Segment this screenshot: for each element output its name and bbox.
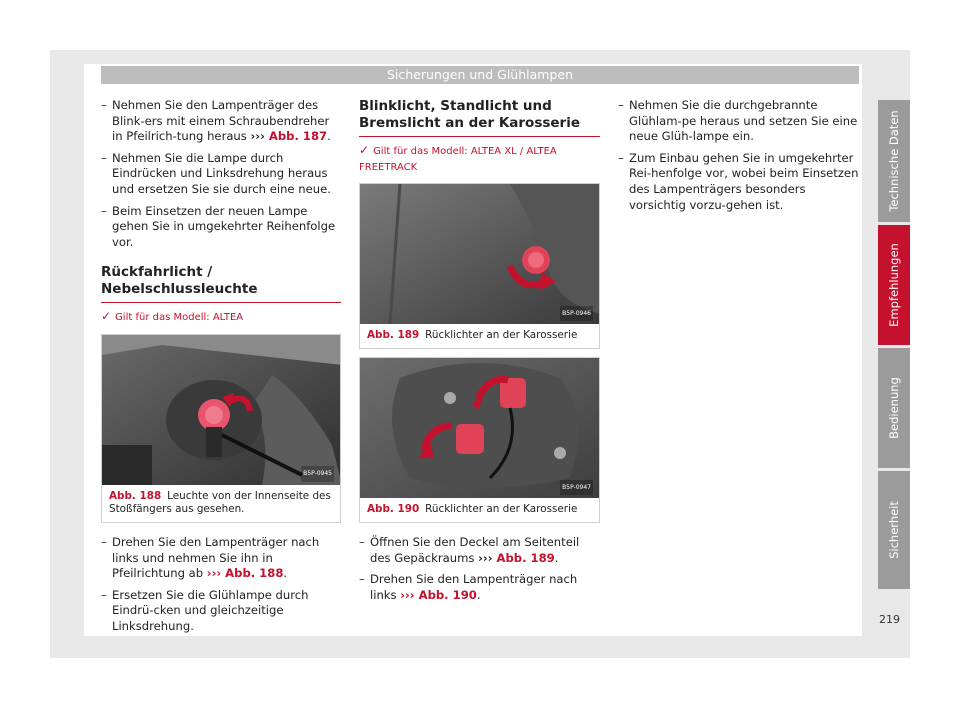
tab-sicherheit[interactable]: Sicherheit — [878, 471, 910, 589]
column-1 — [101, 98, 341, 641]
rear-light-photo: B5P-0945 — [102, 335, 340, 485]
figure-190 — [359, 357, 600, 523]
section-title: Blinklicht, Standlicht und Bremslicht an der Karosserie — [359, 98, 600, 137]
dash-bullet: – — [359, 572, 365, 587]
tab-bedienung[interactable]: Bedienung — [878, 348, 910, 468]
dash-bullet: – — [101, 150, 107, 165]
dash-bullet: – — [359, 535, 365, 550]
reference-arrow: ››› — [400, 587, 419, 602]
reference-arrow: ››› — [206, 566, 226, 581]
instruction-item: – Öffnen Sie den Deckel am Seitenteil des Gepäckraums ››› Abb. 189. — [359, 535, 580, 565]
column-3 — [618, 98, 859, 219]
figure-link[interactable]: Abb. 187 — [268, 129, 328, 144]
tab-empfehlungen[interactable]: Empfehlungen — [878, 225, 910, 345]
reference-arrow: ››› — [478, 550, 497, 565]
figure-188 — [101, 334, 341, 523]
instruction-item: – Zum Einbau gehen Sie in umgekehrter Rei-henfolge vor, wobei beim Einsetzen des Lampenträgers besonders vorsichtig vorzu-gehen ist. — [618, 150, 859, 212]
tab-technische-daten[interactable]: Technische Daten — [878, 100, 910, 222]
model-note: ✓ Gilt für das Modell: ALTEA — [101, 309, 244, 324]
lamp-holders-photo: B5P-0947 — [360, 358, 599, 498]
instruction-item: – Nehmen Sie die Lampe durch Eindrücken und Linksdrehung heraus und ersetzen Sie sie durch eine neue. — [101, 150, 331, 196]
instruction-item: – Ersetzen Sie die Glühlampe durch Eindrü-cken und gleichzeitige Linksdrehung. — [101, 587, 309, 633]
dash-bullet: – — [618, 150, 624, 165]
column-2 — [359, 98, 600, 610]
dash-bullet: – — [618, 98, 624, 112]
dash-bullet: – — [101, 587, 107, 602]
figure-link[interactable]: Abb. 189 — [496, 550, 555, 565]
figure-caption: Abb. 189 Rücklichter an der Karosserie — [367, 329, 578, 342]
body-light-cover-photo: B5P-0946 — [360, 184, 599, 324]
figure-caption: Abb. 188 Leuchte von der Innenseite des Stoßfängers aus gesehen. — [109, 489, 331, 515]
checkmark-icon: ✓ — [359, 143, 370, 157]
figure-caption: Abb. 190 Rücklichter an der Karosserie — [367, 503, 578, 516]
instruction-item: – Beim Einsetzen der neuen Lampe gehen Sie in umgekehrter Reihenfolge vor. — [101, 203, 336, 249]
dash-bullet: – — [101, 203, 107, 218]
dash-bullet: – — [101, 534, 107, 549]
checkmark-icon: ✓ — [101, 309, 112, 324]
instruction-item: – Drehen Sie den Lampenträger nach links ››› Abb. 190. — [359, 572, 578, 602]
instruction-item: – Nehmen Sie die durchgebrannte Glühlam-pe heraus und setzen Sie eine neue Glüh-lampe ein. — [618, 98, 858, 144]
figure-189 — [359, 183, 600, 349]
reference-arrow: ››› — [250, 129, 269, 144]
page-number: 219 — [879, 613, 900, 626]
model-note: ✓ Gilt für das Modell: ALTEA XL / ALTEA FREETRACK — [359, 143, 557, 173]
instruction-item: – Drehen Sie den Lampenträger nach links und nehmen Sie ihn in Pfeilrichtung ab ››› Abb. 188. — [101, 534, 320, 581]
instruction-item: – Nehmen Sie den Lampenträger des Blink-ers mit einem Schraubendreher in Pfeilrich-tung heraus ››› Abb. 187. — [101, 98, 331, 144]
figure-link[interactable]: Abb. 190 — [418, 587, 477, 602]
section-title: Rückfahrlicht / Nebelschlussleuchte — [101, 264, 341, 303]
figure-link[interactable]: Abb. 188 — [225, 566, 284, 581]
chapter-header: Sicherungen und Glühlampen — [101, 66, 859, 84]
dash-bullet: – — [101, 98, 107, 112]
